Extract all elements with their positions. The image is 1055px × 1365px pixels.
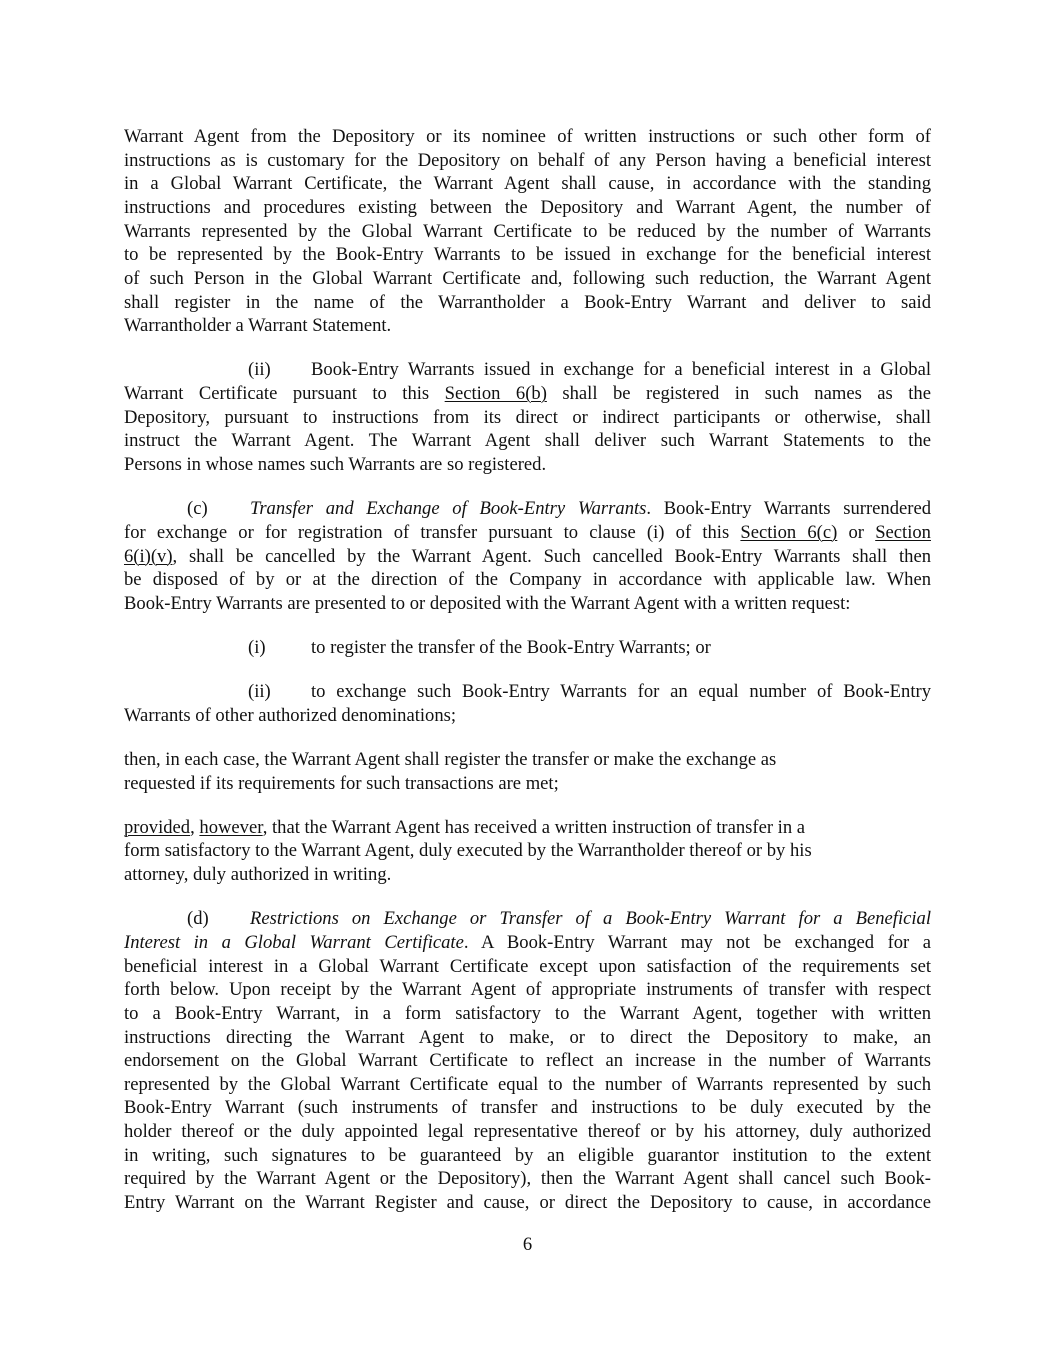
section-6b-link[interactable]: Section 6(b): [444, 383, 547, 405]
clause-text: to register the transfer of the Book-Entry Warrants; or: [311, 636, 711, 658]
text-fragment: shall be registered in such names as the: [546, 383, 931, 405]
text-line: Warrant Agent from the Depository or its nominee of written instructions or such other form of: [124, 126, 931, 147]
text-line: attorney, duly authorized in writing.: [124, 864, 392, 886]
text-line: Warrants represented by the Global Warrant Certificate to be reduced by the number of Warrants: [124, 220, 931, 242]
text-line: represented by the Global Warrant Certificate equal to the number of Warrants represented by such: [124, 1073, 931, 1095]
paragraph-ii: [124, 358, 931, 476]
section-heading: Transfer and Exchange of Book-Entry Warrants: [250, 498, 647, 520]
section-heading: Restrictions on Exchange or Transfer of a Book-Entry Warrant for a Beneficial: [250, 908, 931, 930]
text-line: [124, 680, 931, 704]
text-line: then, in each case, the Warrant Agent shall register the transfer or make the exchange as: [124, 748, 777, 770]
text-line: [124, 816, 931, 840]
clause-text: to exchange such Book-Entry Warrants for an equal number of Book-Entry: [311, 681, 931, 703]
text-line: [124, 636, 931, 660]
text-line: [124, 521, 931, 545]
section-heading: Interest in a Global Warrant Certificate: [124, 931, 464, 953]
paragraph-provided: [124, 816, 931, 887]
text-line: endorsement on the Global Warrant Certificate to reflect an increase in the number of Warrants: [124, 1050, 931, 1072]
text-line: [124, 545, 931, 569]
text-line: Entry Warrant on the Warrant Register and cause, or direct the Depository to cause, in accordance: [124, 1192, 931, 1214]
clause-label: (ii): [248, 681, 271, 703]
text-line: Book-Entry Warrant (such instruments of transfer and instructions to be duly executed by the: [124, 1097, 931, 1119]
paragraph-continuation: [124, 125, 931, 338]
provided-term: provided: [124, 816, 191, 838]
section-6iv-link[interactable]: Section: [875, 521, 931, 543]
section-6c-link[interactable]: Section 6(c): [740, 521, 838, 543]
however-term: however: [199, 816, 263, 838]
text-fragment: ,: [190, 816, 200, 838]
clause-text: Book-Entry Warrants issued in exchange for a beneficial interest in a Global: [311, 359, 931, 381]
text-fragment: . A Book-Entry Warrant may not be exchanged for a: [463, 931, 932, 953]
text-line: [124, 497, 931, 521]
text-fragment: for exchange or for registration of transfer pursuant to clause (i) of this: [124, 521, 741, 543]
text-line: [124, 931, 931, 955]
paragraph-d: [124, 907, 931, 1215]
list-item-ii: [124, 680, 931, 727]
text-line: requested if its requirements for such transactions are met;: [124, 772, 559, 794]
text-fragment: Warrant Certificate pursuant to this: [124, 383, 445, 405]
page-number: 6: [522, 1234, 533, 1255]
text-line: instructions directing the Warrant Agent to make, or to direct the Depository to make, an: [124, 1026, 931, 1048]
text-line: Warrants of other authorized denominations;: [124, 704, 457, 726]
text-line: beneficial interest in a Global Warrant Certificate except upon satisfaction of the requirements set: [124, 955, 931, 977]
text-line: form satisfactory to the Warrant Agent, duly executed by the Warrantholder thereof or by his: [124, 840, 812, 862]
paragraph-c: [124, 497, 931, 615]
text-line: required by the Warrant Agent or the Depository), then the Warrant Agent shall cancel such Book-: [124, 1168, 931, 1190]
text-fragment: , that the Warrant Agent has received a written instruction of transfer in a: [262, 816, 806, 838]
text-line: Persons in whose names such Warrants are so registered.: [124, 454, 547, 476]
text-line: in a Global Warrant Certificate, the Warrant Agent shall cause, in accordance with the standing: [124, 173, 931, 195]
text-line: Depository, pursuant to instructions from its direct or indirect participants or otherwise, shall: [124, 406, 931, 428]
text-fragment: or: [837, 521, 876, 543]
clause-label: (ii): [248, 359, 271, 381]
document-page: [124, 125, 931, 1235]
text-line: shall register in the name of the Warrantholder a Book-Entry Warrant and deliver to said: [124, 291, 931, 313]
paragraph-then: [124, 748, 931, 795]
section-label: (d): [187, 908, 209, 930]
text-line: instructions as is customary for the Depository on behalf of any Person having a beneficial interest: [124, 149, 931, 171]
text-line: [124, 907, 931, 931]
text-line: to be represented by the Book-Entry Warrants to be issued in exchange for the beneficial interest: [124, 244, 931, 266]
section-6iv-link[interactable]: 6(i)(v): [124, 545, 173, 567]
text-fragment: . Book-Entry Warrants surrendered: [646, 498, 931, 520]
text-line: of such Person in the Global Warrant Certificate and, following such reduction, the Warrant Agent: [124, 267, 931, 289]
text-line: be disposed of by or at the direction of the Company in accordance with applicable law. When: [124, 569, 931, 591]
text-fragment: , shall be cancelled by the Warrant Agent. Such cancelled Book-Entry Warrants shall then: [172, 545, 931, 567]
list-item-i: [124, 636, 931, 660]
text-line: Warrantholder a Warrant Statement.: [124, 315, 392, 337]
text-line: instructions and procedures existing between the Depository and Warrant Agent, the number of: [124, 196, 931, 218]
clause-label: (i): [248, 636, 266, 658]
text-line: [124, 382, 931, 406]
text-line: in writing, such signatures to be guaranteed by an eligible guarantor institution to the extent: [124, 1144, 931, 1166]
text-line: holder thereof or the duly appointed legal representative thereof or by his attorney, duly authorized: [124, 1121, 931, 1143]
text-line: [124, 358, 931, 382]
text-line: instruct the Warrant Agent. The Warrant Agent shall deliver such Warrant Statements to the: [124, 430, 931, 452]
text-line: Book-Entry Warrants are presented to or deposited with the Warrant Agent with a written request:: [124, 592, 851, 614]
text-line: to a Book-Entry Warrant, in a form satisfactory to the Warrant Agent, together with written: [124, 1002, 931, 1024]
text-line: forth below. Upon receipt by the Warrant Agent of appropriate instruments of transfer with respect: [124, 979, 931, 1001]
section-label: (c): [187, 498, 208, 520]
